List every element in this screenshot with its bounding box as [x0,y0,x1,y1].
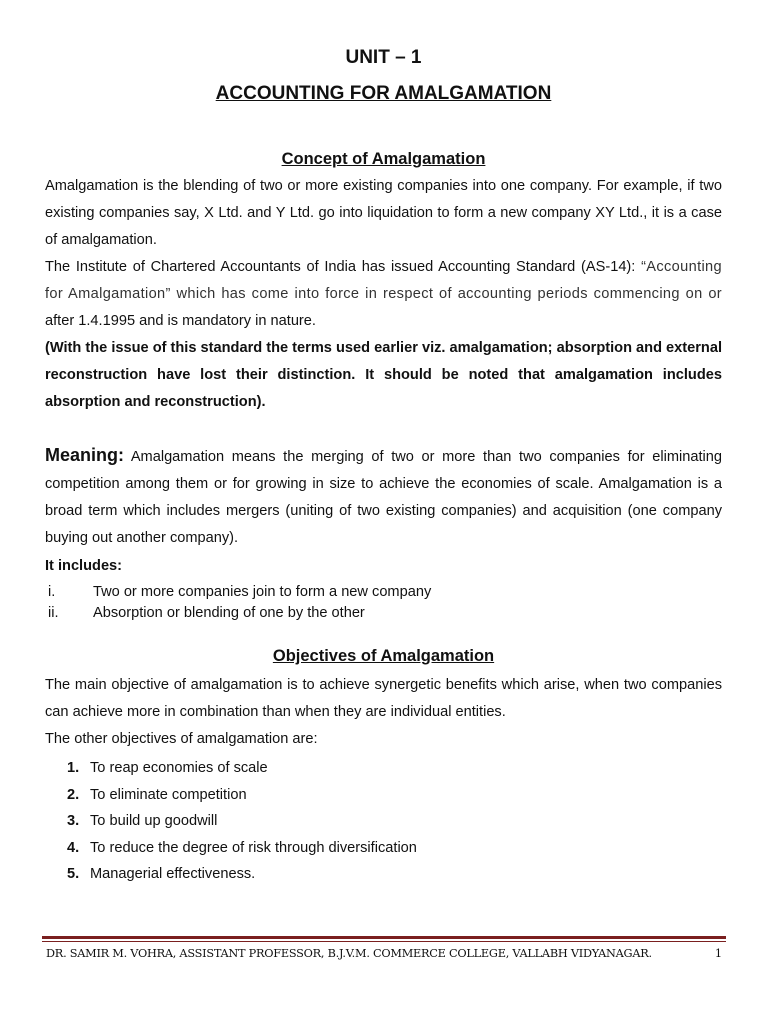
list-number: 4. [67,839,80,856]
page-number: 1 [714,947,722,960]
page-footer [44,944,724,964]
list-item [45,808,722,835]
concept-paragraph: Amalgamation is the blending of two or more existing companies into one company. For example, if two existing companies say, X Ltd. and Y Ltd. go into liquidation to form a new company XY Ltd., it is a case of amalgamation. [45,178,722,248]
list-number: 3. [67,813,80,829]
list-item-text: Two or more companies join to form a new company [93,584,432,600]
objectives-heading: Objectives of Amalgamation [272,647,495,665]
list-number: 2. [67,786,80,803]
includes-label: It includes: [45,558,123,574]
objectives-list [45,755,722,888]
meaning-paragraph [45,442,722,552]
footer-divider-thin [42,941,726,942]
list-item-text: To eliminate competition [90,786,247,803]
meaning-text: Amalgamation means the merging of two or more than two companies for eliminating competition among them or for growing in size to achieve the economies of scale. Amalgamation is a broad term which includes mergers (uniting of two existing companies) and acquisition (one company buying out another company). [45,449,722,546]
page-content [45,44,722,888]
icai-paragraph-standard: “Accounting for Amalgamation” which has come into force in respect of accounting periods commencing on or [45,259,722,302]
objectives-other-intro: The other objectives of amalgamation are: [45,731,318,747]
list-number: 5. [67,866,80,882]
concept-heading: Concept of Amalgamation [281,150,486,168]
footer-divider-thick [42,936,726,939]
icai-paragraph [45,254,722,335]
objectives-intro: The main objective of amalgamation is to achieve synergetic benefits which arise, when two companies can achieve more in combination than when they are individual entities. [45,677,722,720]
list-item [45,755,722,782]
standard-note-paragraph: (With the issue of this standard the terms used earlier viz. amalgamation; absorption and external reconstruction have lost their distinction. It should be noted that amalgamation includes absorption and reconstruction). [45,340,723,410]
list-item [45,582,722,603]
list-number: 1. [67,760,80,776]
list-marker: i. [48,584,56,600]
list-item-text: Absorption or blending of one by the other [93,605,365,621]
icai-paragraph-start: The Institute of Chartered Accountants of India has issued Accounting Standard (AS-14): [45,259,642,275]
document-title: ACCOUNTING FOR AMALGAMATION [215,83,552,104]
list-item [45,782,722,809]
unit-title: UNIT – 1 [345,47,422,68]
includes-list [45,582,722,624]
list-item-text: Managerial effectiveness. [90,866,256,882]
list-item-text: To build up goodwill [90,813,218,829]
icai-paragraph-end: after 1.4.1995 and is mandatory in nature. [45,313,316,329]
list-item [45,861,722,888]
list-item [45,603,722,624]
footer-credit: DR. SAMIR M. VOHRA, ASSISTANT PROFESSOR, B.J.V.M. COMMERCE COLLEGE, VALLABH VIDYANAGAR. [46,947,652,960]
list-item-text: To reap economies of scale [90,760,268,776]
meaning-label: Meaning: [45,445,124,465]
list-item-text: To reduce the degree of risk through diversification [90,839,417,856]
list-marker: ii. [48,605,59,621]
list-item [45,835,722,862]
